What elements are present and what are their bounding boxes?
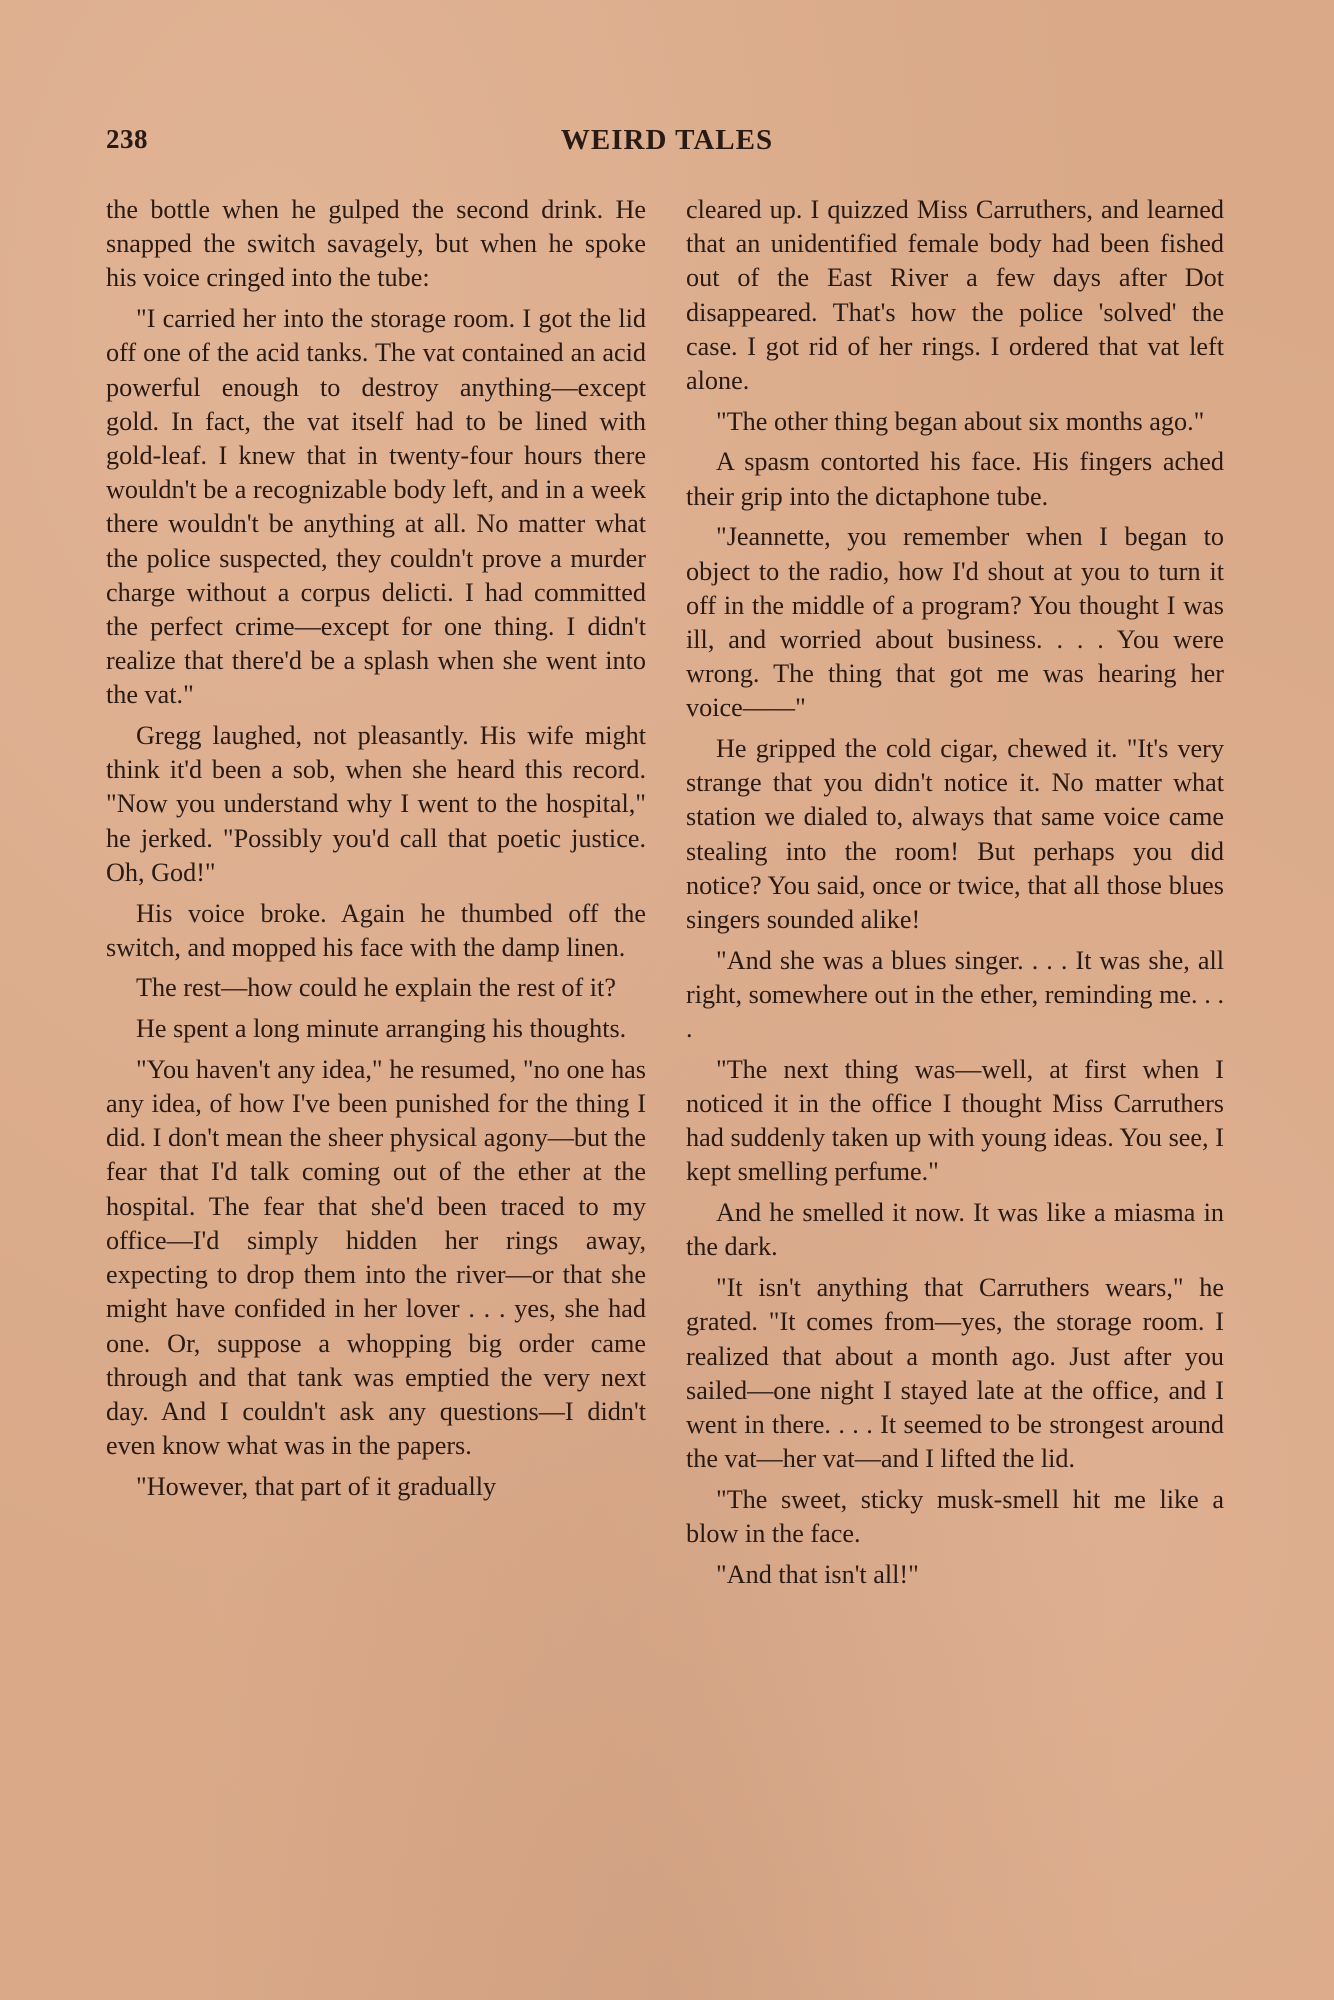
paragraph: He gripped the cold cigar, chewed it. "It's very strange that you didn't notice it. No matter what station we dialed to, always that same voice came stealing into the room! But perhaps you did notice? You said, once or twice, that all those blues singers sounded alike! (686, 734, 1224, 935)
paragraph: "And that isn't all!" (716, 1559, 919, 1589)
right-column (686, 193, 1224, 1592)
paragraph: Gregg laughed, not pleasantly. His wife might think it'd been a sob, when she heard this record. "Now you understand why I went to the hospital," he jerked. "Possibly you'd call that poetic justice. Oh, God!" (106, 721, 646, 887)
paragraph: "And she was a blues singer. . . . It was she, all right, somewhere out in the ether, reminding me. . . . (686, 945, 1224, 1044)
paragraph: "The next thing was—well, at first when I noticed it in the office I thought Miss Carruthers had suddenly taken up with young ideas. You see, I kept smelling perfume." (686, 1054, 1224, 1187)
page-number: 238 (106, 124, 148, 154)
paragraph: He spent a long minute arranging his thoughts. (136, 1014, 627, 1044)
paragraph: "You haven't any idea," he resumed, "no one has any idea, of how I've been punished for the thing I did. I don't mean the sheer physical agony—but the fear that I'd talk coming out of the ether at the hospital. The fear that she'd been traced to my office—I'd simply hidden her rings away, expecting to drop them into the river—or that she might have confided in her lover . . . yes, she had one. Or, suppose a whopping big order came through and that tank was emptied the very next day. And I couldn't ask any questions—I didn't even know what was in the papers. (106, 1054, 646, 1461)
paragraph: "However, that part of it gradually (136, 1471, 497, 1501)
paragraph: The rest—how could he explain the rest of it? (136, 973, 616, 1003)
paragraph: A spasm contorted his face. His fingers ached their grip into the dictaphone tube. (686, 447, 1224, 511)
paragraph: "Jeannette, you remember when I began to object to the radio, how I'd shout at you to turn it off in the middle of a program? You thought I was ill, and worried about business. . . . You were wrong. The thing that got me was hearing her voice——" (686, 522, 1224, 723)
paragraph: the bottle when he gulped the second drink. He snapped the switch savagely, but when he spoke his voice cringed into the tube: (106, 195, 646, 293)
paragraph: "It isn't anything that Carruthers wears," he grated. "It comes from—yes, the storage room. I realized that about a month ago. Just after you sailed—one night I stayed late at the office, and I went in there. . . . It seemed to be strongest around the vat—her vat—and I lifted the lid. (686, 1273, 1224, 1474)
running-head (106, 124, 1228, 164)
left-column (106, 193, 646, 1504)
magazine-title: WEIRD TALES (560, 124, 774, 156)
paragraph: cleared up. I quizzed Miss Carruthers, and learned that an unidentified female body had been fished out of the East River a few days after Dot disappeared. That's how the police 'solved' the case. I got rid of her rings. I ordered that vat left alone. (686, 195, 1224, 396)
paragraph: And he smelled it now. It was like a miasma in the dark. (686, 1198, 1224, 1262)
paragraph: "I carried her into the storage room. I got the lid off one of the acid tanks. The vat contained an acid powerful enough to destroy anything—except gold. In fact, the vat itself had to be lined with gold-leaf. I knew that in twenty-four hours there wouldn't be a recognizable body left, and in a week there wouldn't be anything at all. No matter what the police suspected, they couldn't prove a murder charge without a corpus delicti. I had committed the perfect crime—except for one thing. I didn't realize that there'd be a splash when she went into the vat." (106, 304, 646, 710)
paragraph: "The other thing began about six months ago." (716, 406, 1205, 436)
paragraph: His voice broke. Again he thumbed off the switch, and mopped his face with the damp linen. (106, 898, 646, 962)
paragraph: "The sweet, sticky musk-smell hit me like a blow in the face. (686, 1484, 1224, 1549)
